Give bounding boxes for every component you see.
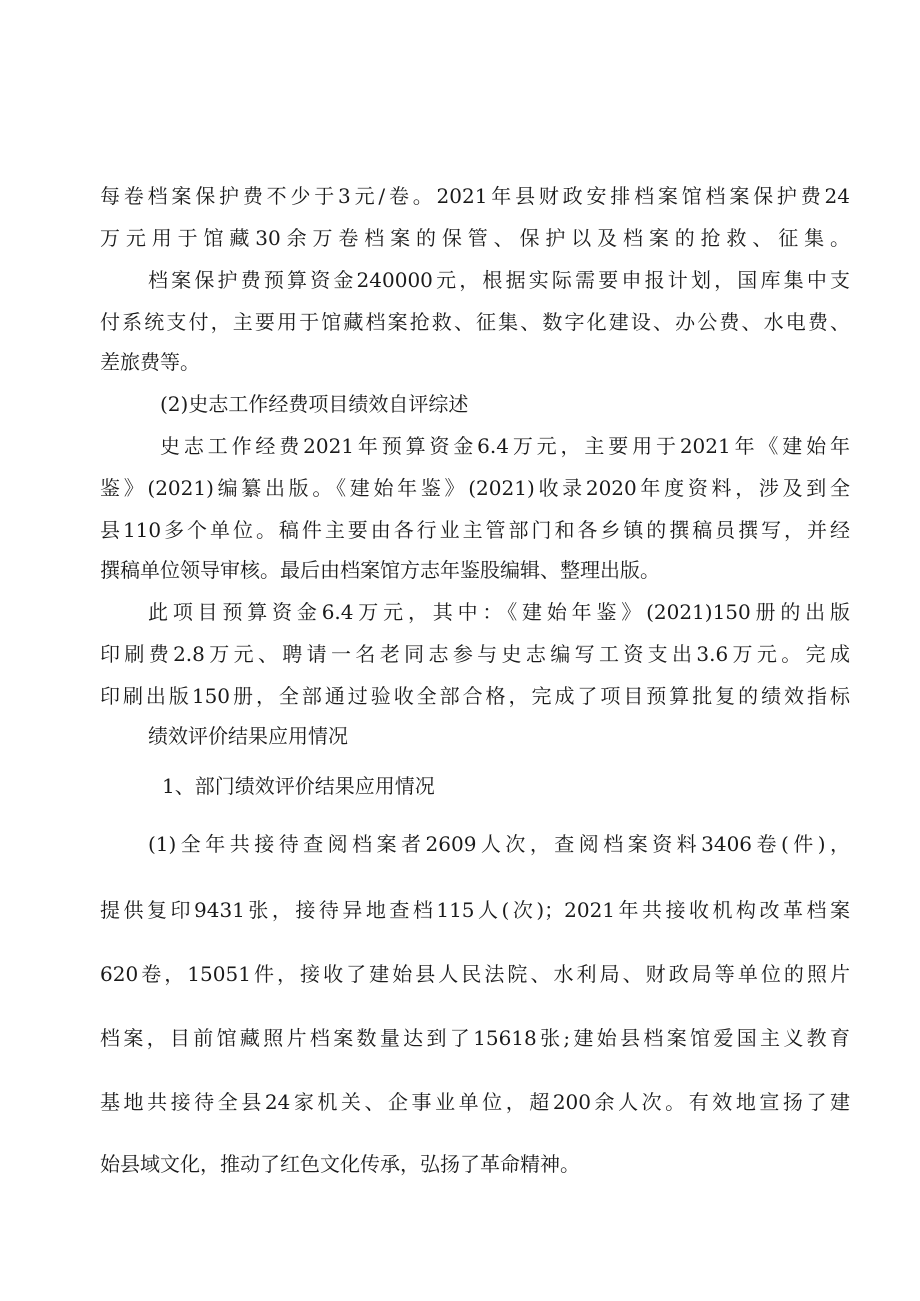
- text-line: 印刷出版150册，全部通过验收全部合格，完成了项目预算批复的绩效指标: [100, 684, 850, 708]
- text-line: 鉴》(2021)编纂出版。《建始年鉴》(2021)收录2020年度资料，涉及到全: [100, 476, 850, 500]
- text-line: 基地共接待全县24家机关、企事业单位，超200余人次。有效地宣扬了建: [100, 1090, 850, 1114]
- text-line: 每卷档案保护费不少于3元/卷。2021年县财政安排档案馆档案保护费24: [100, 184, 850, 208]
- text-line: 付系统支付，主要用于馆藏档案抢救、征集、数字化建设、办公费、水电费、: [100, 310, 850, 334]
- text-line: 万元用于馆藏30余万卷档案的保管、保护以及档案的抢救、征集。: [100, 226, 850, 250]
- text-line: 史志工作经费2021年预算资金6.4万元，主要用于2021年《建始年: [160, 434, 850, 458]
- text-line: 此项目预算资金6.4万元，其中：《建始年鉴》(2021)150册的出版: [148, 600, 850, 624]
- section-heading: 绩效评价结果应用情况: [148, 724, 348, 748]
- text-line: 撰稿单位领导审核。最后由档案馆方志年鉴股编辑、整理出版。: [100, 558, 660, 582]
- section-heading: (2)史志工作经费项目绩效自评综述: [160, 392, 469, 416]
- text-line: 620卷，15051件，接收了建始县人民法院、水利局、财政局等单位的照片: [100, 962, 850, 986]
- text-line: 提供复印9431张，接待异地查档115人(次)；2021年共接收机构改革档案: [100, 898, 850, 922]
- text-line: 始县域文化，推动了红色文化传承，弘扬了革命精神。: [100, 1152, 580, 1176]
- text-line: 印刷费2.8万元、聘请一名老同志参与史志编写工资支出3.6万元。完成: [100, 642, 850, 666]
- text-line: 档案，目前馆藏照片档案数量达到了15618张;建始县档案馆爱国主义教育: [100, 1026, 850, 1050]
- text-line: 县110多个单位。稿件主要由各行业主管部门和各乡镇的撰稿员撰写，并经: [100, 518, 850, 542]
- text-line: (1)全年共接待查阅档案者2609人次，查阅档案资料3406卷(件)，: [148, 832, 850, 856]
- section-heading: 1、部门绩效评价结果应用情况: [162, 774, 435, 798]
- text-line: 档案保护费预算资金240000元，根据实际需要申报计划，国库集中支: [148, 268, 850, 292]
- text-line: 差旅费等。: [100, 350, 200, 374]
